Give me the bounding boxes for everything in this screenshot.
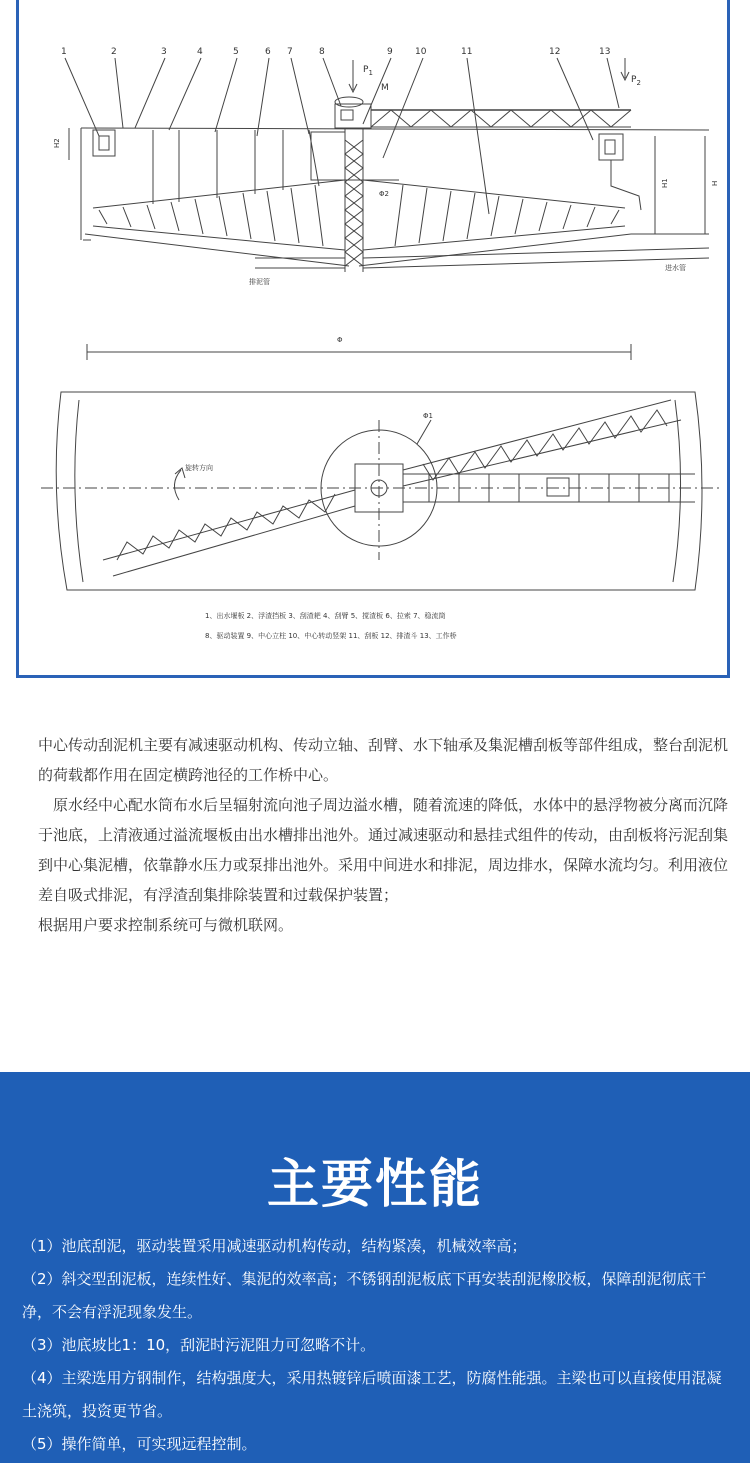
h-label: H [711,180,719,186]
part-number-2: 2 [111,47,117,57]
intro-paragraph-1: 中心传动刮泥机主要有减速驱动机构、传动立轴、刮臂、水下轴承及集泥槽刮板等部件组成，整台刮泥机的荷载都作用在固定横跨池径的工作桥中心。 [38,736,729,784]
part-number-3: 3 [161,47,167,57]
feature-item: （3）池底坡比1：10，刮泥时污泥阻力可忽略不计。 [22,1336,376,1354]
phi2-label: Φ2 [379,190,389,198]
phi1-label: Φ1 [423,412,433,420]
m-label: M [381,83,389,93]
part-number-13: 13 [599,47,611,57]
section-title: 主要性能 [266,1155,483,1215]
features-section [0,1072,750,1463]
feature-item: （4）主梁选用方钢制作，结构强度大，采用热镀锌后喷面漆工艺，防腐性能强。主梁也可以直接使用混凝土浇筑，投资更节省。 [22,1369,722,1420]
rotation-direction-label: 旋转方向 [185,464,213,472]
intro-paragraph-3: 根据用户要求控制系统可与微机联网。 [38,916,294,934]
part-number-6: 6 [265,47,271,57]
legend-line-2: 8、驱动装置 9、中心立柱 10、中心转动竖架 11、刮板 12、排渣斗 13、工作桥 [205,632,457,640]
part-number-7: 7 [287,47,293,57]
part-number-9: 9 [387,47,393,57]
feature-item: （2）斜交型刮泥板，连续性好、集泥的效率高；不锈钢刮泥板底下再安装刮泥橡胶板，保障刮泥彻底干净，不会有浮泥现象发生。 [22,1270,707,1321]
part-number-5: 5 [233,47,239,57]
part-number-10: 10 [415,47,427,57]
part-number-1: 1 [61,47,67,57]
diagram-frame [16,0,730,678]
p2-label: $P_2$ [631,75,641,87]
part-number-12: 12 [549,47,561,57]
intro-paragraph-2: 原水经中心配水筒布水后呈辐射流向池子周边溢水槽，随着流速的降低，水体中的悬浮物被分离而沉降于池底，上清液通过溢流堰板由出水槽排出池外。通过减速驱动和悬挂式组件的传动，由刮板将污泥刮集到中心集泥槽，依靠静水压力或泵排出池外。采用中间进水和排泥，周边排水，保障水流均匀。利用液位差自吸式排泥，有浮渣刮集排除装置和过载保护装置； [38,796,729,904]
feature-item: （1）池底刮泥，驱动装置采用减速驱动机构传动，结构紧凑，机械效率高； [22,1237,527,1255]
part-number-4: 4 [197,47,203,57]
features-list [22,1230,734,1461]
intro-text [38,730,728,940]
legend-line-1: 1、出水堰板 2、浮渣挡板 3、刮渣耙 4、刮臂 5、搅渣板 6、拉索 7、稳流筒 [205,612,446,620]
inlet-pipe-label: 进水管 [665,264,686,272]
feature-item: （5）操作简单，可实现远程控制。 [22,1435,257,1453]
phi-label: Φ [337,336,343,344]
p1-label: $P_1$ [363,65,373,77]
part-number-8: 8 [319,47,325,57]
scraper-diagram [19,0,733,678]
h2-label: H2 [53,138,61,148]
h1-label: H1 [661,178,669,188]
sludge-pipe-label: 排泥管 [249,278,270,286]
part-number-11: 11 [461,47,473,57]
